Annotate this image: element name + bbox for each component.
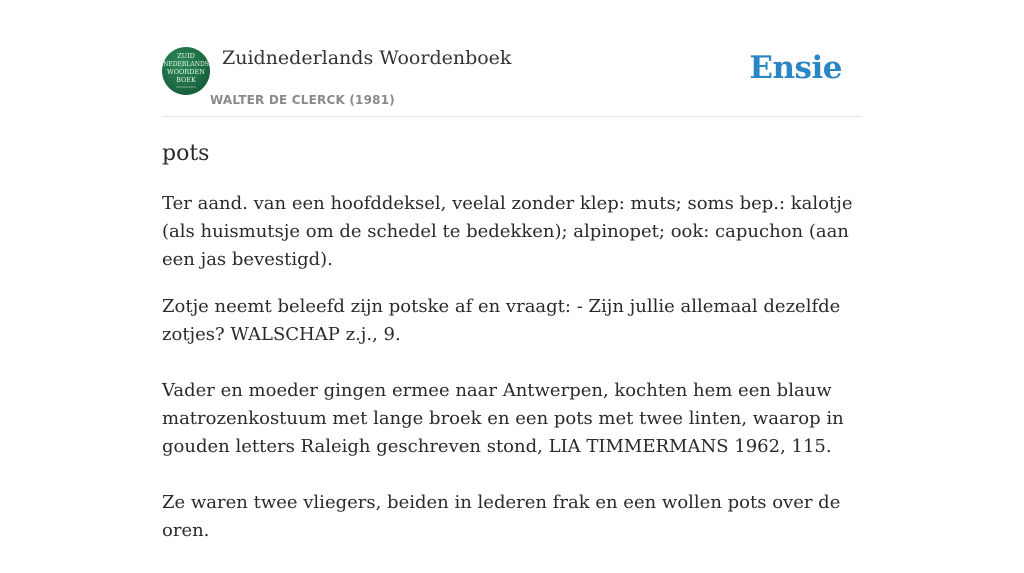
header bbox=[162, 46, 862, 117]
logo-line-3: WOORDEN bbox=[167, 68, 205, 76]
logo-line-1: ZUID bbox=[177, 52, 195, 60]
logo-line-4: BOEK bbox=[176, 76, 196, 84]
definition: Ter aand. van een hoofddeksel, veelal zonder klep: muts; soms bep.: kalotje (als huismutsje om de schedel te bedekken); alpinopet; ook: capuchon (aan een jas bevestigd). bbox=[162, 193, 853, 270]
dictionary-logo[interactable] bbox=[162, 47, 210, 95]
dictionary-title[interactable]: Zuidnederlands Woordenboek bbox=[222, 47, 512, 69]
headword: pots bbox=[162, 141, 210, 166]
ensie-brand-link[interactable]: Ensie bbox=[749, 50, 842, 86]
entry-content bbox=[162, 138, 862, 573]
quote-2: Vader en moeder gingen ermee naar Antwerpen, kochten hem een blauw matrozenkostuum met lange broek en een pots met twee linten, waarop in gouden letters Raleigh geschreven stond, LIA TIMMERMANS 1962, 115. bbox=[162, 380, 844, 457]
logo-line-2: NEDERLANDS bbox=[163, 61, 209, 68]
quote-3: Ze waren twee vliegers, beiden in lederen frak en een wollen pots over de oren. bbox=[162, 492, 841, 541]
dictionary-author: WALTER DE CLERCK (1981) bbox=[210, 93, 395, 107]
quote-1: Zotje neemt beleefd zijn potske af en vraagt: - Zijn jullie allemaal dezelfde zotjes? WALSCHAP z.j., 9. bbox=[162, 296, 841, 345]
book-cover-logo-icon bbox=[162, 47, 210, 95]
